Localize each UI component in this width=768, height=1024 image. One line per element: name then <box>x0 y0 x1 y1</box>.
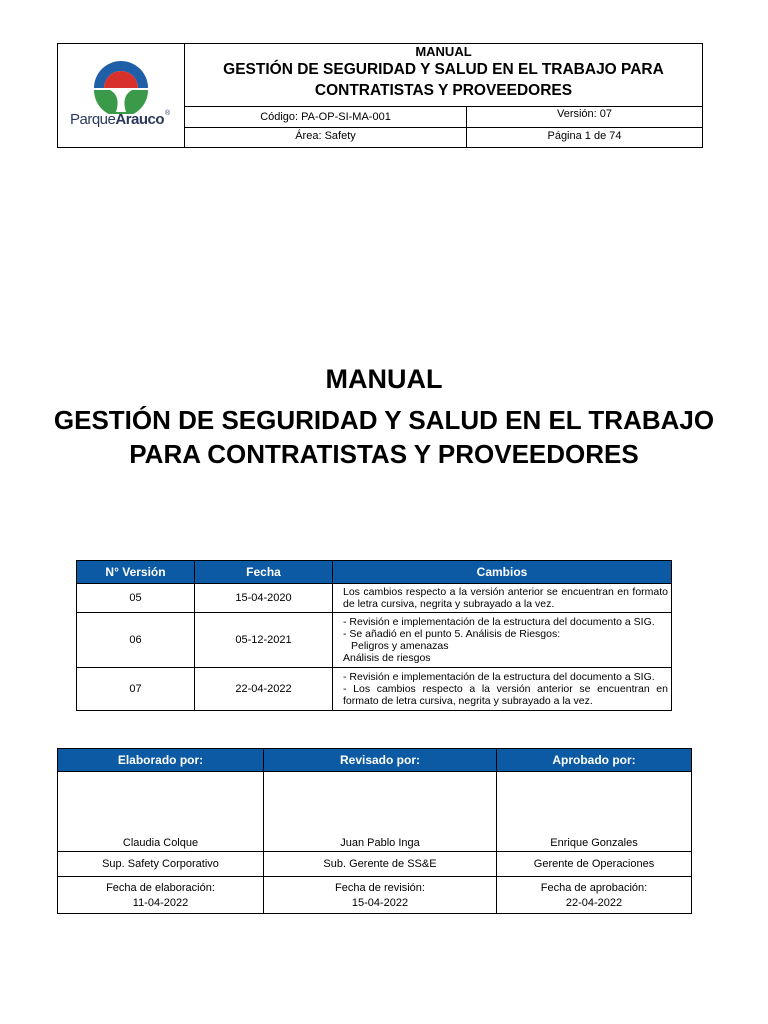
date-value: 15-04-2022 <box>351 896 409 909</box>
page-subtitle-line2: PARA CONTRATISTAS Y PROVEEDORES <box>129 439 639 469</box>
header-title-line3: CONTRATISTAS Y PROVEEDORES <box>314 82 573 99</box>
header-title-line1: MANUAL <box>415 44 472 59</box>
col-fecha-header: Fecha <box>195 561 333 584</box>
header-title-line2: GESTIÓN DE SEGURIDAD Y SALUD EN EL TRABAJO PARA <box>223 61 664 78</box>
header-row-area <box>185 128 702 147</box>
date-cell: 15-04-2020 <box>195 584 333 613</box>
revisado-header: Revisado por: <box>264 749 497 772</box>
document-header <box>57 43 703 148</box>
approval-table <box>57 748 692 914</box>
change-line: Análisis de riesgos <box>343 652 431 664</box>
date-value: 11-04-2022 <box>132 896 189 909</box>
logo-wordmark: ParqueArauco <box>70 111 165 128</box>
change-line: - Se añadió en el punto 5. Análisis de Riesgos: <box>343 628 561 640</box>
date-cell <box>264 877 497 914</box>
col-cambios-header: Cambios <box>333 561 672 584</box>
page-subtitle <box>0 403 768 471</box>
date-label: Fecha de elaboración: <box>106 881 215 894</box>
date-cell <box>58 877 264 914</box>
logo-cell <box>58 44 185 147</box>
table-row <box>77 668 672 711</box>
role-cell: Sup. Safety Corporativo <box>58 852 264 877</box>
doc-area: Área: Safety <box>185 128 467 147</box>
doc-code: Código: PA-OP-SI-MA-001 <box>185 107 467 127</box>
version-cell: 06 <box>77 613 195 668</box>
signature-name: Enrique Gonzales <box>497 772 692 852</box>
table-row <box>77 584 672 613</box>
signature-name: Claudia Colque <box>58 772 264 852</box>
version-cell: 05 <box>77 584 195 613</box>
doc-page: Página 1 de 74 <box>547 130 622 142</box>
changes-cell <box>333 584 672 613</box>
date-label: Fecha de aprobación: <box>540 881 648 894</box>
signature-row <box>58 772 692 852</box>
role-cell: Sub. Gerente de SS&E <box>264 852 497 877</box>
change-line: - Revisión e implementación de la estructura del documento a SIG. <box>343 616 655 628</box>
change-line: - Los cambios respecto a la versión anterior se encuentran en formato de letra cursiva, negrita y subrayado a la vez. <box>343 683 668 707</box>
changes-cell <box>333 613 672 668</box>
col-version-header: N° Versión <box>77 561 195 584</box>
changes-cell <box>333 668 672 711</box>
date-row <box>58 877 692 914</box>
change-line: Los cambios respecto a la versión anterior se encuentran en formato de letra cursiva, negrita y subrayado a la vez. <box>343 586 668 610</box>
logo-registered-mark: ® <box>165 110 171 117</box>
table-row <box>77 613 672 668</box>
date-value: 22-04-2022 <box>565 896 623 909</box>
approval-header-row <box>58 749 692 772</box>
date-cell: 05-12-2021 <box>195 613 333 668</box>
date-label: Fecha de revisión: <box>335 881 425 894</box>
date-cell <box>497 877 692 914</box>
change-line: - Revisión e implementación de la estructura del documento a SIG. <box>343 671 655 683</box>
version-history-table <box>76 560 672 711</box>
date-cell: 22-04-2022 <box>195 668 333 711</box>
header-title <box>185 44 702 107</box>
header-row-code <box>185 107 702 128</box>
doc-version: Versión: 07 <box>556 108 613 120</box>
role-cell: Gerente de Operaciones <box>497 852 692 877</box>
aprobado-header: Aprobado por: <box>497 749 692 772</box>
page-subtitle-line1: GESTIÓN DE SEGURIDAD Y SALUD EN EL TRABAJO <box>53 405 715 435</box>
page-title: MANUAL <box>325 364 443 394</box>
table-header-row <box>77 561 672 584</box>
change-line: Peligros y amenazas <box>351 640 449 652</box>
parque-arauco-logo-icon <box>58 44 184 114</box>
role-row <box>58 852 692 877</box>
signature-name: Juan Pablo Inga <box>264 772 497 852</box>
elaborado-header: Elaborado por: <box>58 749 264 772</box>
version-cell: 07 <box>77 668 195 711</box>
